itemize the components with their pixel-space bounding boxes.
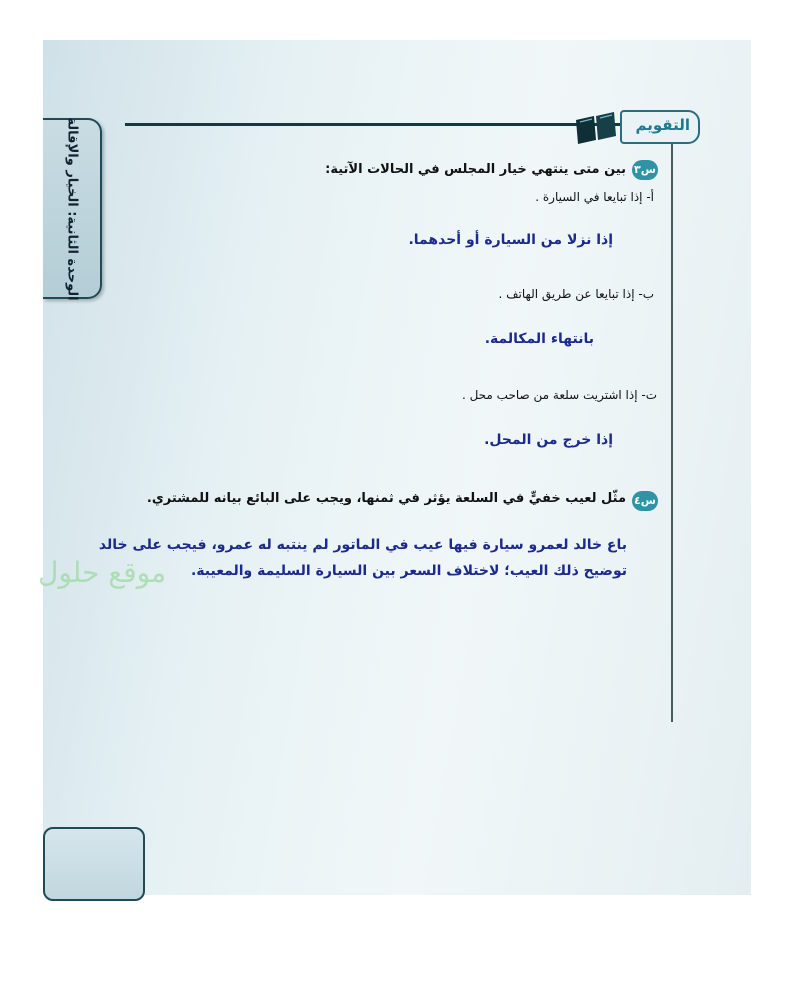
page-number-box — [43, 827, 145, 901]
evaluation-title: التقويم — [635, 116, 690, 134]
question-3-text: بين متى ينتهي خيار المجلس في الحالات الآتية: — [325, 162, 626, 177]
evaluation-header — [620, 110, 700, 144]
q3-item-b-label: ب- إذا تبايعا عن طريق الهاتف . — [498, 287, 654, 301]
unit-label: الوحدة الثانية: الخيار والإقالة — [64, 116, 79, 301]
q3-item-b-answer: بانتهاء المكالمة. — [484, 331, 594, 347]
book-icon — [572, 110, 618, 146]
header-rule — [125, 123, 625, 126]
right-margin-rule — [671, 140, 673, 722]
q3-item-c-answer: إذا خرج من المحل. — [484, 432, 613, 448]
question-4-badge: س٤ — [632, 491, 658, 511]
q4-answer-line-1: باع خالد لعمرو سيارة فيها عيب في الماتور لم ينتبه له عمرو، فيجب على خالد — [98, 537, 627, 553]
q4-answer-line-2: توضيح ذلك العيب؛ لاختلاف السعر بين السيارة السليمة والمعيبة. — [190, 563, 627, 579]
site-watermark: موقع حلول — [38, 556, 167, 589]
q3-item-a-label: أ- إذا تبايعا في السيارة . — [535, 190, 654, 204]
question-4-text: مثّل لعيب خفيٍّ في السلعة يؤثر في ثمنها، ويجب على البائع بيانه للمشتري. — [146, 491, 626, 506]
unit-side-tab — [43, 118, 102, 299]
q3-item-c-label: ت- إذا اشتريت سلعة من صاحب محل . — [461, 388, 657, 402]
question-4-answer — [67, 532, 627, 584]
q3-item-a-answer: إذا نزلا من السيارة أو أحدهما. — [408, 232, 613, 248]
question-3-badge: س٣ — [632, 160, 658, 180]
